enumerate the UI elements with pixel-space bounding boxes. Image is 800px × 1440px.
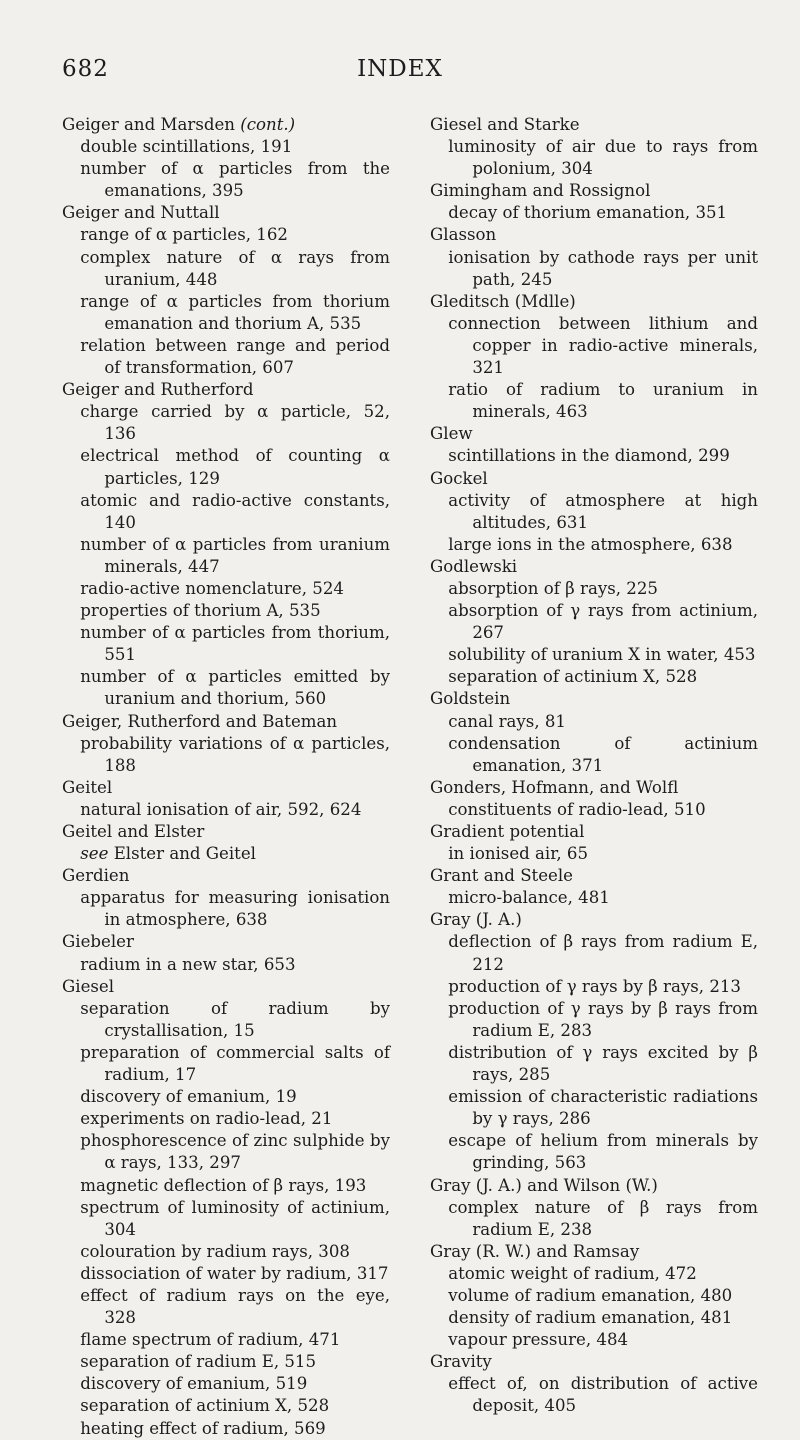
index-subentry: [448, 1285, 758, 1307]
entry-text: effect of, on distribution of active deposit, 405: [448, 1374, 758, 1416]
entry-text: escape of helium from minerals by grinding, 563: [448, 1131, 758, 1173]
index-subentry: [80, 1285, 390, 1329]
entry-text: luminosity of air due to rays from polonium, 304: [448, 137, 758, 179]
cross-reference-label: see: [80, 844, 109, 864]
entry-text: Gockel: [430, 468, 488, 488]
entry-text: probability variations of α particles, 188: [80, 733, 390, 775]
index-subentry: [80, 291, 390, 335]
entry-text: Geiger and Nuttall: [62, 203, 220, 223]
index-subentry: [448, 1263, 758, 1285]
running-head: INDEX: [357, 56, 443, 82]
entry-text: complex nature of α rays from uranium, 448: [80, 247, 390, 289]
entry-text: Gonders, Hofmann, and Wolfl: [430, 777, 679, 797]
entry-text: Geitel and Elster: [62, 822, 205, 841]
index-subentry: [80, 733, 390, 777]
index-heading: [62, 202, 390, 224]
entry-text: large ions in the atmosphere, 638: [448, 534, 733, 554]
entry-text: number of α particles from thorium, 551: [80, 623, 390, 665]
index-subentry: [80, 224, 390, 246]
index-subentry: [80, 1086, 390, 1108]
entry-text: range of α particles, 162: [80, 225, 288, 245]
entry-text: production of γ rays by β rays, 213: [448, 976, 741, 996]
index-subentry: [448, 799, 758, 821]
index-subentry: [448, 843, 758, 865]
entry-text: separation of radium E, 515: [80, 1352, 317, 1372]
page-header: [62, 56, 738, 96]
entry-text: production of γ rays by β rays from radium E, 283: [448, 998, 758, 1040]
index-heading: [430, 468, 758, 490]
index-heading: [430, 1241, 758, 1263]
index-subentry: [448, 976, 758, 998]
index-heading: [62, 865, 390, 887]
index-heading: [62, 379, 390, 401]
entry-text: Gerdien: [62, 866, 130, 886]
entry-text: preparation of commercial salts of radium, 17: [80, 1042, 390, 1085]
entry-text: micro-balance, 481: [448, 888, 610, 908]
entry-text: double scintillations, 191: [80, 137, 293, 157]
entry-text: separation of actinium X, 528: [448, 667, 698, 687]
entry-text: Elster and Geitel: [113, 844, 256, 864]
entry-text: Geiger, Rutherford and Bateman: [62, 711, 338, 731]
index-heading: [430, 291, 758, 313]
index-subentry: [448, 578, 758, 600]
index-heading: [430, 556, 758, 578]
index-subentry: [80, 1108, 390, 1130]
index-subentry: [80, 1175, 390, 1197]
index-subentry: [80, 490, 390, 534]
index-heading: [62, 976, 390, 998]
entry-text: Gimingham and Rossignol: [430, 181, 651, 201]
entry-text: flame spectrum of radium, 471: [80, 1330, 341, 1350]
entry-text: charge carried by α particle, 52, 136: [80, 402, 390, 444]
entry-text: ratio of radium to uranium in minerals, 463: [448, 380, 758, 422]
index-subentry: [448, 666, 758, 688]
entry-text: Glasson: [430, 225, 497, 245]
entry-text: colouration by radium rays, 308: [80, 1241, 350, 1261]
entry-text: effect of radium rays on the eye, 328: [80, 1285, 390, 1328]
index-subentry: [448, 445, 758, 467]
entry-text: activity of atmosphere at high altitudes, 631: [448, 490, 758, 532]
index-subentry: [448, 1042, 758, 1086]
entry-text: phosphorescence of zinc sulphide by α rays, 133, 297: [80, 1131, 390, 1173]
index-subentry: [80, 998, 390, 1042]
entry-text: Gray (J. A.): [430, 910, 522, 930]
index-heading: [430, 909, 758, 931]
index-subentry: [448, 534, 758, 556]
entry-text: magnetic deflection of β rays, 193: [80, 1175, 367, 1195]
index-subentry: [448, 931, 758, 975]
index-subentry: [80, 534, 390, 578]
index-subentry: [448, 733, 758, 777]
entry-text: connection between lithium and copper in radio-active minerals, 321: [448, 313, 758, 378]
continuation-marker: (cont.): [240, 115, 296, 134]
entry-text: emission of characteristic radiations by γ rays, 286: [448, 1087, 758, 1129]
index-heading: [62, 777, 390, 799]
entry-text: absorption of γ rays from actinium, 267: [448, 601, 758, 643]
entry-text: discovery of emanium, 519: [80, 1374, 308, 1394]
index-heading: [62, 114, 390, 136]
entry-text: spectrum of luminosity of actinium, 304: [80, 1197, 390, 1239]
entry-text: electrical method of counting α particles, 129: [80, 446, 390, 488]
index-subentry: [448, 600, 758, 644]
index-subentry: [80, 1418, 390, 1440]
index-columns: [62, 114, 758, 1438]
index-heading: [430, 423, 758, 445]
entry-text: deflection of β rays from radium E, 212: [448, 932, 758, 974]
entry-text: scintillations in the diamond, 299: [448, 446, 730, 466]
entry-text: range of α particles from thorium emanation and thorium A, 535: [80, 291, 390, 333]
index-subentry: [448, 644, 758, 666]
index-subentry: [448, 313, 758, 379]
entry-text: Gravity: [430, 1352, 492, 1372]
index-subentry: [80, 158, 390, 202]
index-subentry: [448, 1373, 758, 1417]
entry-text: Gradient potential: [430, 822, 585, 841]
entry-text: atomic and radio-active constants, 140: [80, 490, 390, 532]
index-heading: [62, 931, 390, 953]
index-heading: [430, 821, 758, 843]
entry-text: ionisation by cathode rays per unit path, 245: [448, 247, 758, 289]
entry-text: Geiger and Rutherford: [62, 380, 254, 400]
index-subentry: [448, 379, 758, 423]
entry-text: in ionised air, 65: [448, 844, 589, 864]
entry-text: Geiger and Marsden: [62, 115, 235, 134]
index-subentry: [80, 445, 390, 489]
entry-text: number of α particles from the emanations, 395: [80, 159, 390, 201]
entry-text: dissociation of water by radium, 317: [80, 1263, 389, 1283]
index-subentry: [80, 666, 390, 710]
index-heading: [430, 114, 758, 136]
index-heading: [430, 180, 758, 202]
entry-text: decay of thorium emanation, 351: [448, 203, 728, 223]
entry-text: relation between range and period of transformation, 607: [80, 335, 390, 378]
entry-text: Geitel: [62, 777, 113, 797]
entry-text: Gray (R. W.) and Ramsay: [430, 1241, 640, 1261]
index-subentry: [80, 1395, 390, 1417]
entry-text: density of radium emanation, 481: [448, 1308, 733, 1328]
entry-text: Grant and Steele: [430, 866, 573, 886]
index-subentry: [80, 401, 390, 445]
entry-text: apparatus for measuring ionisation in atmosphere, 638: [80, 888, 390, 930]
entry-text: atomic weight of radium, 472: [448, 1263, 697, 1283]
entry-text: Godlewski: [430, 556, 518, 576]
index-subentry: [448, 998, 758, 1042]
entry-text: distribution of γ rays excited by β rays, 285: [448, 1042, 758, 1085]
entry-text: Giesel: [62, 976, 115, 996]
index-heading: [62, 821, 390, 843]
entry-text: complex nature of β rays from radium E, 238: [448, 1197, 758, 1239]
index-subentry: [80, 600, 390, 622]
entry-text: separation of radium by crystallisation, 15: [80, 998, 390, 1040]
entry-text: separation of actinium X, 528: [80, 1396, 330, 1416]
index-heading: [430, 688, 758, 710]
index-subentry: [448, 202, 758, 224]
index-subentry: [448, 711, 758, 733]
entry-text: discovery of emanium, 19: [80, 1087, 297, 1107]
index-subentry: [80, 247, 390, 291]
index-subentry: [448, 1329, 758, 1351]
entry-text: Giebeler: [62, 932, 134, 952]
index-subentry: [448, 136, 758, 180]
index-subentry: [80, 1130, 390, 1174]
index-heading: [430, 865, 758, 887]
index-subentry: [448, 1197, 758, 1241]
entry-text: absorption of β rays, 225: [448, 578, 658, 598]
index-heading: [430, 1351, 758, 1373]
index-subentry: [448, 247, 758, 291]
index-subentry: [80, 1042, 390, 1086]
index-subentry: [80, 1329, 390, 1351]
index-column-right: [430, 114, 758, 1418]
entry-text: number of α particles from uranium minerals, 447: [80, 534, 390, 576]
index-subentry: [80, 1197, 390, 1241]
entry-text: natural ionisation of air, 592, 624: [80, 799, 362, 819]
index-subentry: [448, 887, 758, 909]
entry-text: Goldstein: [430, 689, 511, 709]
entry-text: experiments on radio-lead, 21: [80, 1109, 333, 1129]
index-subentry: [80, 1241, 390, 1263]
index-heading: [62, 711, 390, 733]
entry-text: canal rays, 81: [448, 711, 566, 731]
index-subentry: [80, 887, 390, 931]
index-subentry: [80, 622, 390, 666]
page-number: 682: [62, 56, 109, 82]
index-subentry: [80, 954, 390, 976]
index-heading: [430, 777, 758, 799]
entry-text: Glew: [430, 424, 473, 444]
entry-text: heating effect of radium, 569: [80, 1418, 326, 1438]
entry-text: radium in a new star, 653: [80, 954, 296, 974]
index-subentry: [80, 1263, 390, 1285]
entry-text: Giesel and Starke: [430, 115, 580, 134]
index-subentry: [80, 578, 390, 600]
index-subentry: [80, 799, 390, 821]
index-subentry: [80, 335, 390, 379]
entry-text: solubility of uranium X in water, 453: [448, 645, 756, 665]
index-subentry: [80, 843, 390, 865]
index-subentry: [80, 136, 390, 158]
entry-text: Gray (J. A.) and Wilson (W.): [430, 1175, 658, 1195]
index-column-left: [62, 114, 390, 1440]
entry-text: volume of radium emanation, 480: [448, 1285, 733, 1305]
index-heading: [430, 224, 758, 246]
index-heading: [430, 1175, 758, 1197]
entry-text: vapour pressure, 484: [448, 1330, 629, 1350]
index-subentry: [80, 1373, 390, 1395]
index-subentry: [448, 1086, 758, 1130]
index-subentry: [448, 490, 758, 534]
entry-text: Gleditsch (Mdlle): [430, 291, 576, 311]
entry-text: properties of thorium A, 535: [80, 601, 321, 621]
index-subentry: [80, 1351, 390, 1373]
entry-text: condensation of actinium emanation, 371: [448, 733, 758, 775]
index-subentry: [448, 1130, 758, 1174]
entry-text: constituents of radio-lead, 510: [448, 799, 706, 819]
entry-text: radio-active nomenclature, 524: [80, 578, 344, 598]
index-subentry: [448, 1307, 758, 1329]
entry-text: number of α particles emitted by uranium and thorium, 560: [80, 667, 390, 709]
